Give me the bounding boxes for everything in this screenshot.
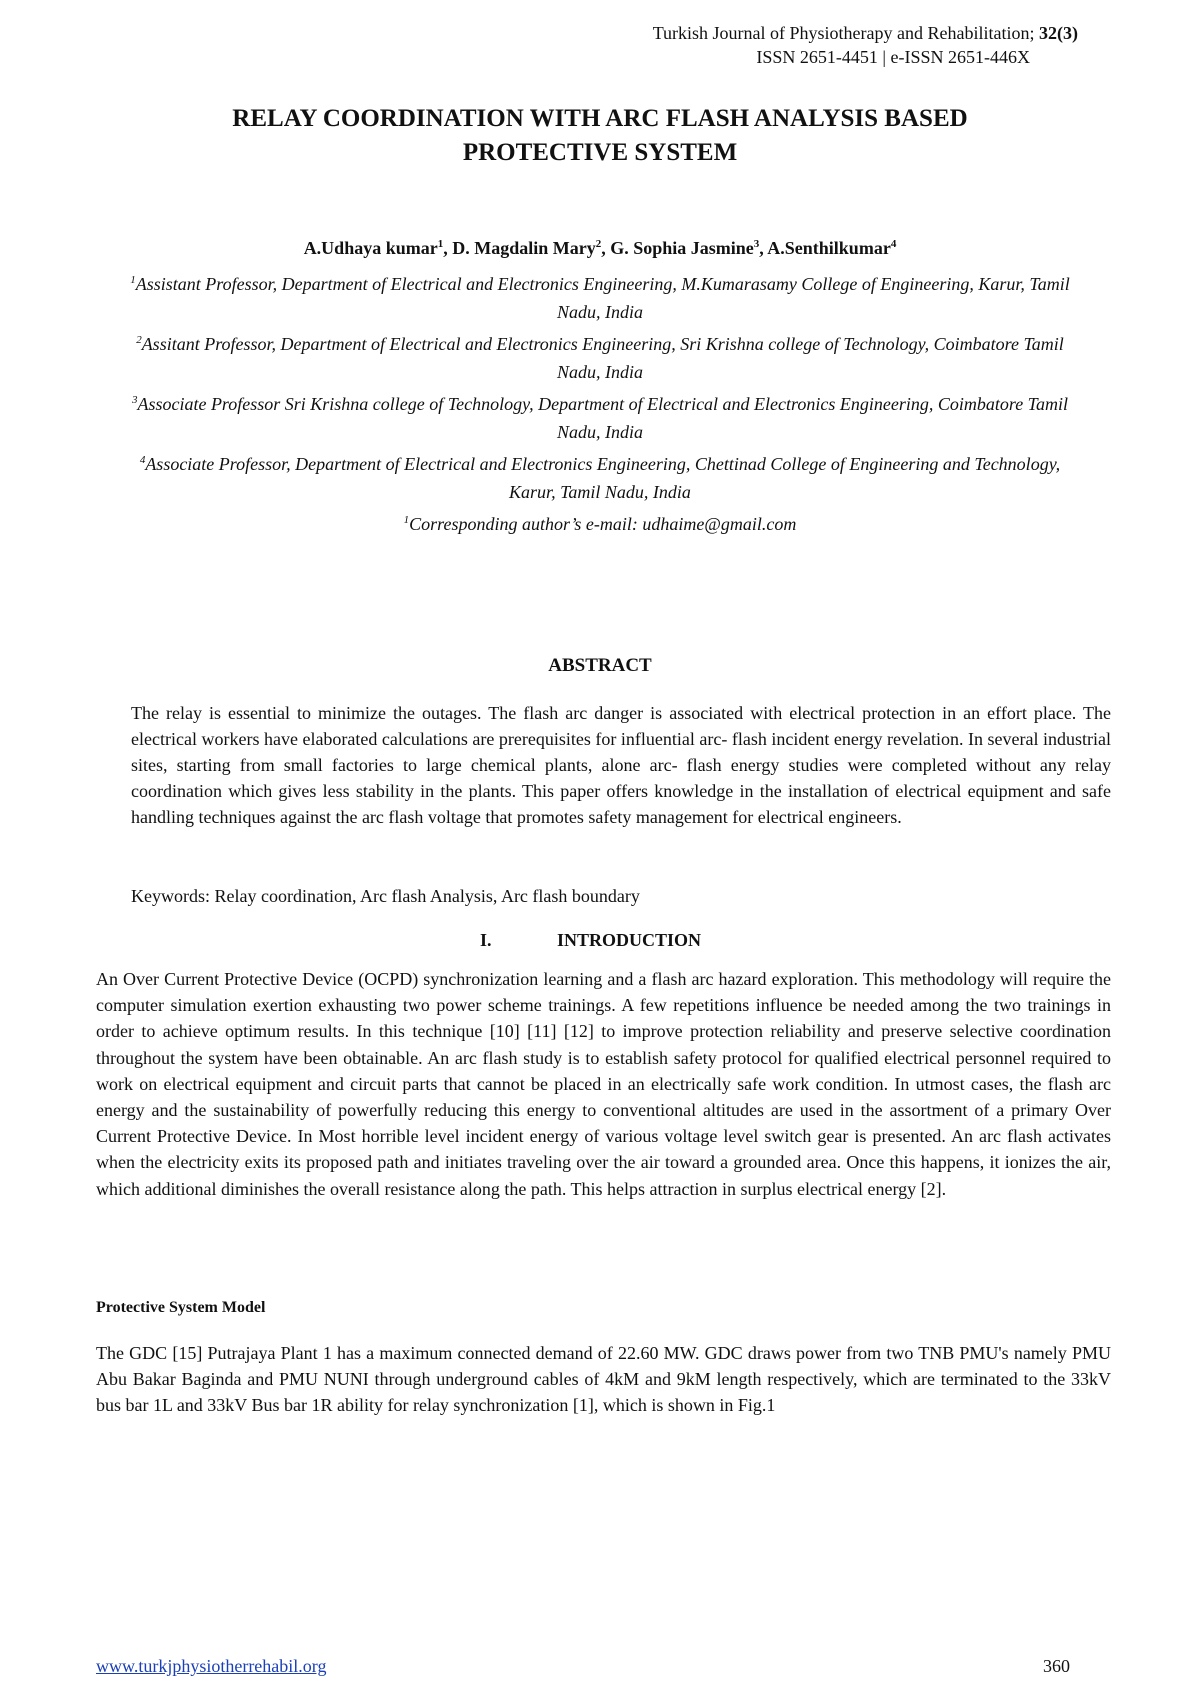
subsection-heading: Protective System Model — [96, 1299, 266, 1316]
page-number: 360 — [1043, 1656, 1070, 1676]
author-list — [0, 238, 1200, 259]
author-name: A.Udhaya kumar — [303, 238, 438, 258]
journal-header — [653, 22, 1078, 44]
affiliation — [130, 446, 1070, 506]
affiliation-sup: 1 — [403, 514, 410, 526]
journal-name: Turkish Journal of Physiotherapy and Rehabilitation; — [652, 23, 1035, 43]
introduction-body: An Over Current Protective Device (OCPD) synchronization learning and a flash arc hazard exploration. This methodology will require the computer simulation exertion exhausting two power scheme trainings. A few repetitions influence be needed among the two trainings in order to achieve optimum results. In this technique [10] [11] [12] to improve protection reliability and preserve selective coordination throughout the system have been obtainable. An arc flash study is to establish safety protocol for qualified electrical personnel required to work on electrical equipment and circuit parts that cannot be placed in an electrically safe work condition. In utmost cases, the flash arc energy and the sustainability of powerfully reducing this energy to conventional altitudes are used in the assortment of a primary Over Current Protective Device. In Most horrible level incident energy of various voltage level switch gear is presented. An arc flash activates when the electricity exits its proposed path and initiates traveling over the air toward a grounded area. Once this happens, it ionizes the air, which additional diminishes the overall resistance along the path. This helps attraction in surplus electrical energy [2]. — [96, 969, 1111, 1199]
affiliation-text: Associate Professor, Department of Electrical and Electronics Engineering, Chettinad College of Engineering and Technology, Karur, Tamil Nadu, India — [145, 454, 1061, 502]
author-sup: 2 — [595, 238, 602, 250]
affiliation — [130, 386, 1070, 446]
abstract-body: The relay is essential to minimize the outages. The flash arc danger is associated with electrical protection in an effort place. The electrical workers have elaborated calculations are prerequisites for influential arc- flash incident energy revelation. In several industrial sites, starting from small factories to large chemical plants, alone arc- flash energy studies were completed without any relay coordination which gives less stability in the plants. This paper offers knowledge in the installation of electrical equipment and safe handling techniques against the arc flash voltage that promotes safety management for electrical engineers. — [131, 703, 1111, 827]
protective-model-body: The GDC [15] Putrajaya Plant 1 has a maximum connected demand of 22.60 MW. GDC draws power from two TNB PMU's namely PMU Abu Bakar Baginda and PMU NUNI through underground cables of 4kM and 9kM length respectively, which are terminated to the 33kV bus bar 1L and 33kV Bus bar 1R ability for relay synchronization [1], which is shown in Fig.1 — [96, 1343, 1111, 1416]
affiliation-text: Assistant Professor, Department of Electrical and Electronics Engineering, M.Kumarasamy College of Engineering, Karur, Tamil Nadu, India — [135, 274, 1070, 322]
corresponding-author — [130, 506, 1070, 538]
section-title: INTRODUCTION — [557, 930, 702, 950]
affiliation-sup: 2 — [136, 334, 142, 346]
affiliation-text: Assitant Professor, Department of Electrical and Electronics Engineering, Sri Krishna college of Technology, Coimbatore Tamil Nadu, India — [141, 334, 1064, 382]
affiliation-text: Corresponding author’s e-mail: udhaime@gmail.com — [409, 514, 797, 534]
affiliation — [130, 266, 1070, 326]
section-number: I. — [480, 930, 492, 950]
journal-issn: ISSN 2651-4451 | e-ISSN 2651-446X — [756, 47, 1030, 67]
author-separator: , — [601, 238, 611, 258]
author-name: G. Sophia Jasmine — [610, 238, 754, 258]
affiliation-sup: 4 — [139, 454, 146, 466]
affiliation-list — [130, 266, 1070, 538]
keywords: Keywords: Relay coordination, Arc flash Analysis, Arc flash boundary — [131, 886, 640, 906]
title-line-1: RELAY COORDINATION WITH ARC FLASH ANALYSIS BASED — [232, 105, 968, 132]
journal-volume: 32(3) — [1039, 23, 1078, 43]
author-sup: 4 — [890, 238, 897, 250]
affiliation-text: Associate Professor Sri Krishna college of Technology, Department of Electrical and Electronics Engineering, Coimbatore Tamil Nadu, India — [137, 394, 1069, 442]
author-separator: , — [759, 238, 768, 258]
affiliation-sup: 1 — [130, 274, 136, 286]
paper-title — [0, 102, 1200, 170]
affiliation-sup: 3 — [131, 394, 138, 406]
abstract-heading: ABSTRACT — [548, 655, 652, 676]
affiliation — [130, 326, 1070, 386]
author-sup: 3 — [753, 238, 760, 250]
author-name: A.Senthilkumar — [767, 238, 891, 258]
title-line-2: PROTECTIVE SYSTEM — [462, 139, 738, 166]
author-separator: , — [443, 238, 453, 258]
journal-website-link[interactable]: www.turkjphysiotherrehabil.org — [96, 1656, 327, 1676]
author-sup: 1 — [437, 238, 444, 250]
author-name: D. Magdalin Mary — [452, 238, 596, 258]
